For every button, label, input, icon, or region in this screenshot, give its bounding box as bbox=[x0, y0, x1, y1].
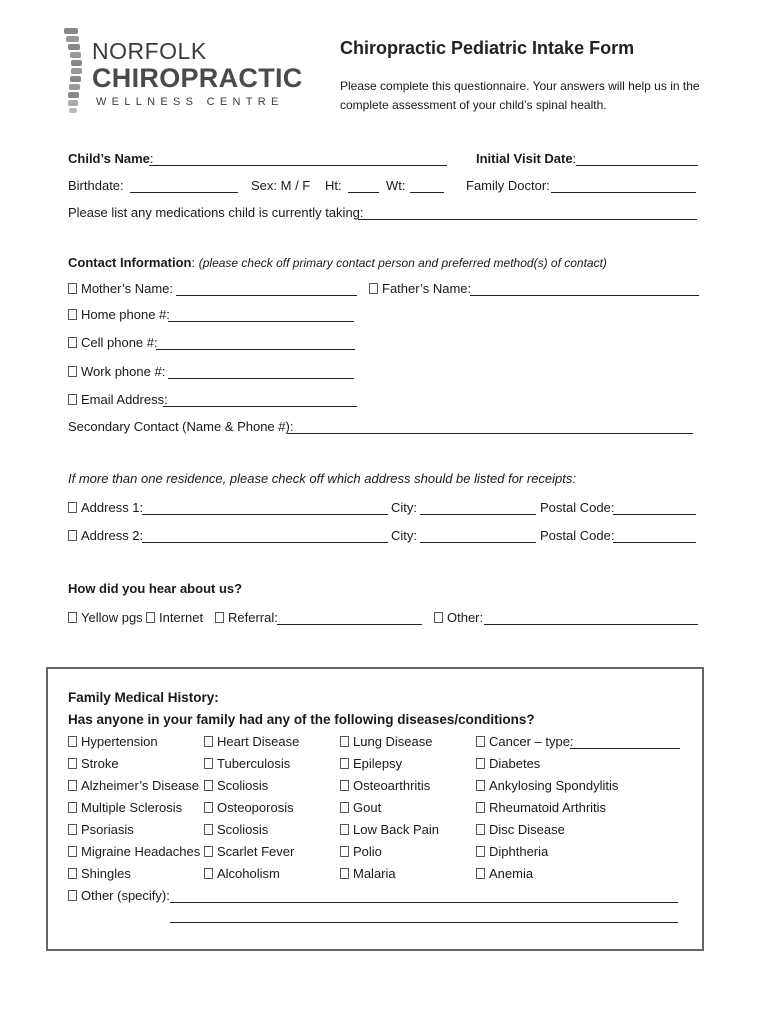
condition-checkbox[interactable] bbox=[476, 736, 485, 747]
condition-checkbox[interactable] bbox=[68, 868, 77, 879]
logo-line-3: WELLNESS CENTRE bbox=[96, 96, 284, 108]
condition-label: Stroke bbox=[81, 756, 119, 771]
condition-checkbox[interactable] bbox=[340, 846, 349, 857]
condition-checkbox[interactable] bbox=[340, 736, 349, 747]
condition-checkbox[interactable] bbox=[204, 758, 213, 769]
internet-checkbox[interactable] bbox=[146, 612, 155, 623]
condition-item bbox=[340, 822, 439, 837]
condition-item bbox=[204, 756, 290, 771]
option-yellow-pages: Yellow pgs bbox=[68, 610, 143, 625]
condition-checkbox[interactable] bbox=[68, 846, 77, 857]
condition-item bbox=[476, 866, 533, 881]
email-field[interactable] bbox=[163, 406, 357, 407]
family-history-heading: Family Medical History: bbox=[68, 690, 219, 705]
condition-item bbox=[340, 756, 402, 771]
option-referral: Referral: bbox=[215, 610, 278, 625]
other-specify-field-1[interactable] bbox=[170, 902, 678, 903]
condition-checkbox[interactable] bbox=[476, 802, 485, 813]
condition-checkbox[interactable] bbox=[476, 780, 485, 791]
postal-1-label: Postal Code: bbox=[540, 500, 615, 515]
work-phone-field[interactable] bbox=[168, 378, 354, 379]
medications-field[interactable] bbox=[358, 219, 697, 220]
condition-label: Osteoarthritis bbox=[353, 778, 431, 793]
condition-label: Low Back Pain bbox=[353, 822, 439, 837]
city-2-field[interactable] bbox=[420, 542, 536, 543]
child-name-field[interactable] bbox=[149, 165, 447, 166]
other-specify-field-2[interactable] bbox=[170, 922, 678, 923]
medications-label: Please list any medications child is currently taking: bbox=[68, 205, 364, 220]
condition-label: Scoliosis bbox=[217, 778, 269, 793]
condition-item bbox=[340, 866, 396, 881]
condition-label: Alzheimer’s Disease bbox=[81, 778, 200, 793]
cell-phone-label: Cell phone #: bbox=[68, 335, 158, 350]
postal-1-field[interactable] bbox=[613, 514, 696, 515]
condition-label: Tuberculosis bbox=[217, 756, 291, 771]
condition-label: Shingles bbox=[81, 866, 131, 881]
condition-label: Anemia bbox=[489, 866, 534, 881]
condition-checkbox[interactable] bbox=[340, 780, 349, 791]
condition-label: Alcoholism bbox=[217, 866, 280, 881]
condition-label: Diphtheria bbox=[489, 844, 549, 859]
condition-checkbox[interactable] bbox=[204, 736, 213, 747]
condition-item bbox=[68, 734, 158, 749]
condition-checkbox[interactable] bbox=[68, 758, 77, 769]
condition-label: Scoliosis bbox=[217, 822, 269, 837]
other-referral-field[interactable] bbox=[484, 624, 698, 625]
father-name-label: Father’s Name: bbox=[369, 281, 471, 296]
work-phone-checkbox[interactable] bbox=[68, 366, 77, 377]
email-checkbox[interactable] bbox=[68, 394, 77, 405]
address-1-checkbox[interactable] bbox=[68, 502, 77, 513]
address-1-label: Address 1: bbox=[68, 500, 143, 515]
family-doctor-field[interactable] bbox=[551, 192, 696, 193]
birthdate-label: Birthdate: bbox=[68, 178, 124, 193]
address-1-field[interactable] bbox=[142, 514, 388, 515]
condition-label: Ankylosing Spondylitis bbox=[489, 778, 619, 793]
birthdate-field[interactable] bbox=[130, 192, 238, 193]
visit-date-label: Initial Visit Date: bbox=[476, 151, 577, 166]
father-checkbox[interactable] bbox=[369, 283, 378, 294]
condition-label: Lung Disease bbox=[353, 734, 433, 749]
postal-2-field[interactable] bbox=[613, 542, 696, 543]
other-specify-checkbox[interactable] bbox=[68, 890, 77, 901]
condition-item bbox=[340, 734, 433, 749]
condition-item bbox=[204, 734, 299, 749]
condition-label: Hypertension bbox=[81, 734, 158, 749]
condition-label: Heart Disease bbox=[217, 734, 300, 749]
mother-name-field[interactable] bbox=[176, 295, 357, 296]
condition-checkbox[interactable] bbox=[204, 802, 213, 813]
weight-label: Wt: bbox=[386, 178, 406, 193]
option-other: Other: bbox=[434, 610, 483, 625]
secondary-contact-label: Secondary Contact (Name & Phone #): bbox=[68, 419, 294, 434]
address-2-checkbox[interactable] bbox=[68, 530, 77, 541]
condition-item bbox=[68, 800, 182, 815]
condition-item bbox=[68, 756, 119, 771]
condition-item bbox=[204, 866, 280, 881]
condition-label: Disc Disease bbox=[489, 822, 565, 837]
family-history-question: Has anyone in your family had any of the following diseases/conditions? bbox=[68, 712, 535, 727]
condition-checkbox[interactable] bbox=[68, 824, 77, 835]
condition-label: Gout bbox=[353, 800, 382, 815]
father-name-field[interactable] bbox=[470, 295, 699, 296]
condition-checkbox[interactable] bbox=[204, 868, 213, 879]
home-phone-field[interactable] bbox=[168, 321, 354, 322]
condition-item bbox=[476, 800, 606, 815]
condition-label: Scarlet Fever bbox=[217, 844, 295, 859]
condition-checkbox[interactable] bbox=[68, 780, 77, 791]
condition-label: Malaria bbox=[353, 866, 396, 881]
condition-item bbox=[340, 778, 430, 793]
email-label: Email Address: bbox=[68, 392, 168, 407]
contact-heading: Contact Information: (please check off primary contact person and preferred method(s) of contact) bbox=[68, 255, 607, 270]
condition-item bbox=[476, 756, 540, 771]
condition-checkbox[interactable] bbox=[204, 846, 213, 857]
condition-item bbox=[68, 778, 199, 793]
condition-checkbox[interactable] bbox=[476, 846, 485, 857]
visit-date-field[interactable] bbox=[576, 165, 698, 166]
condition-item bbox=[68, 844, 200, 859]
condition-item bbox=[204, 800, 294, 815]
mother-checkbox[interactable] bbox=[68, 283, 77, 294]
logo-line-2: CHIROPRACTIC bbox=[92, 63, 303, 93]
condition-item bbox=[204, 778, 268, 793]
condition-item bbox=[340, 844, 382, 859]
spine-logo-icon bbox=[62, 28, 84, 114]
height-field[interactable] bbox=[348, 192, 379, 193]
condition-item bbox=[68, 866, 131, 881]
residence-prompt: If more than one residence, please check off which address should be listed for receipts: bbox=[68, 471, 577, 486]
cancer-type-field[interactable] bbox=[570, 748, 680, 749]
work-phone-label: Work phone #: bbox=[68, 364, 165, 379]
condition-label: Psoriasis bbox=[81, 822, 134, 837]
yellow-pages-checkbox[interactable] bbox=[68, 612, 77, 623]
cell-phone-field[interactable] bbox=[156, 349, 355, 350]
family-doctor-label: Family Doctor: bbox=[466, 178, 550, 193]
cell-phone-checkbox[interactable] bbox=[68, 337, 77, 348]
city-1-label: City: bbox=[391, 500, 417, 515]
condition-checkbox[interactable] bbox=[340, 802, 349, 813]
logo-line-1: NORFOLK bbox=[92, 38, 207, 64]
condition-checkbox[interactable] bbox=[204, 780, 213, 791]
intro-text: Please complete this questionnaire. Your answers will help us in the complete assessment of your child’s spinal health. bbox=[340, 79, 700, 112]
mother-name-label: Mother’s Name: bbox=[68, 281, 173, 296]
condition-item bbox=[476, 822, 565, 837]
condition-label: Polio bbox=[353, 844, 382, 859]
condition-checkbox[interactable] bbox=[68, 736, 77, 747]
city-1-field[interactable] bbox=[420, 514, 536, 515]
postal-2-label: Postal Code: bbox=[540, 528, 615, 543]
condition-label: Epilepsy bbox=[353, 756, 403, 771]
condition-checkbox[interactable] bbox=[476, 868, 485, 879]
condition-checkbox[interactable] bbox=[476, 758, 485, 769]
condition-label: Cancer – type: bbox=[489, 734, 574, 749]
city-2-label: City: bbox=[391, 528, 417, 543]
condition-item bbox=[204, 822, 268, 837]
condition-label: Rheumatoid Arthritis bbox=[489, 800, 607, 815]
condition-item bbox=[340, 800, 381, 815]
other-specify-label: Other (specify): bbox=[68, 888, 170, 903]
option-internet: Internet bbox=[146, 610, 203, 625]
condition-item bbox=[476, 844, 548, 859]
condition-label: Migraine Headaches bbox=[81, 844, 201, 859]
condition-item bbox=[68, 822, 134, 837]
sex-label: Sex: M / F bbox=[251, 178, 311, 193]
condition-checkbox[interactable] bbox=[68, 802, 77, 813]
address-2-label: Address 2: bbox=[68, 528, 143, 543]
referral-heading: How did you hear about us? bbox=[68, 581, 243, 596]
condition-item bbox=[476, 778, 618, 793]
condition-item bbox=[204, 844, 294, 859]
home-phone-label: Home phone #: bbox=[68, 307, 170, 322]
other-checkbox[interactable] bbox=[434, 612, 443, 623]
secondary-contact-field[interactable] bbox=[287, 433, 693, 434]
address-2-field[interactable] bbox=[142, 542, 388, 543]
weight-field[interactable] bbox=[410, 192, 444, 193]
condition-checkbox[interactable] bbox=[340, 824, 349, 835]
condition-checkbox[interactable] bbox=[476, 824, 485, 835]
condition-label: Osteoporosis bbox=[217, 800, 294, 815]
condition-label: Multiple Sclerosis bbox=[81, 800, 183, 815]
condition-checkbox[interactable] bbox=[340, 868, 349, 879]
condition-checkbox[interactable] bbox=[340, 758, 349, 769]
height-label: Ht: bbox=[325, 178, 342, 193]
child-name-label: Child’s Name: bbox=[68, 151, 154, 166]
condition-checkbox[interactable] bbox=[204, 824, 213, 835]
page-title: Chiropractic Pediatric Intake Form bbox=[340, 38, 635, 58]
condition-item bbox=[476, 734, 574, 749]
condition-label: Diabetes bbox=[489, 756, 541, 771]
referral-checkbox[interactable] bbox=[215, 612, 224, 623]
home-phone-checkbox[interactable] bbox=[68, 309, 77, 320]
referral-field[interactable] bbox=[277, 624, 422, 625]
